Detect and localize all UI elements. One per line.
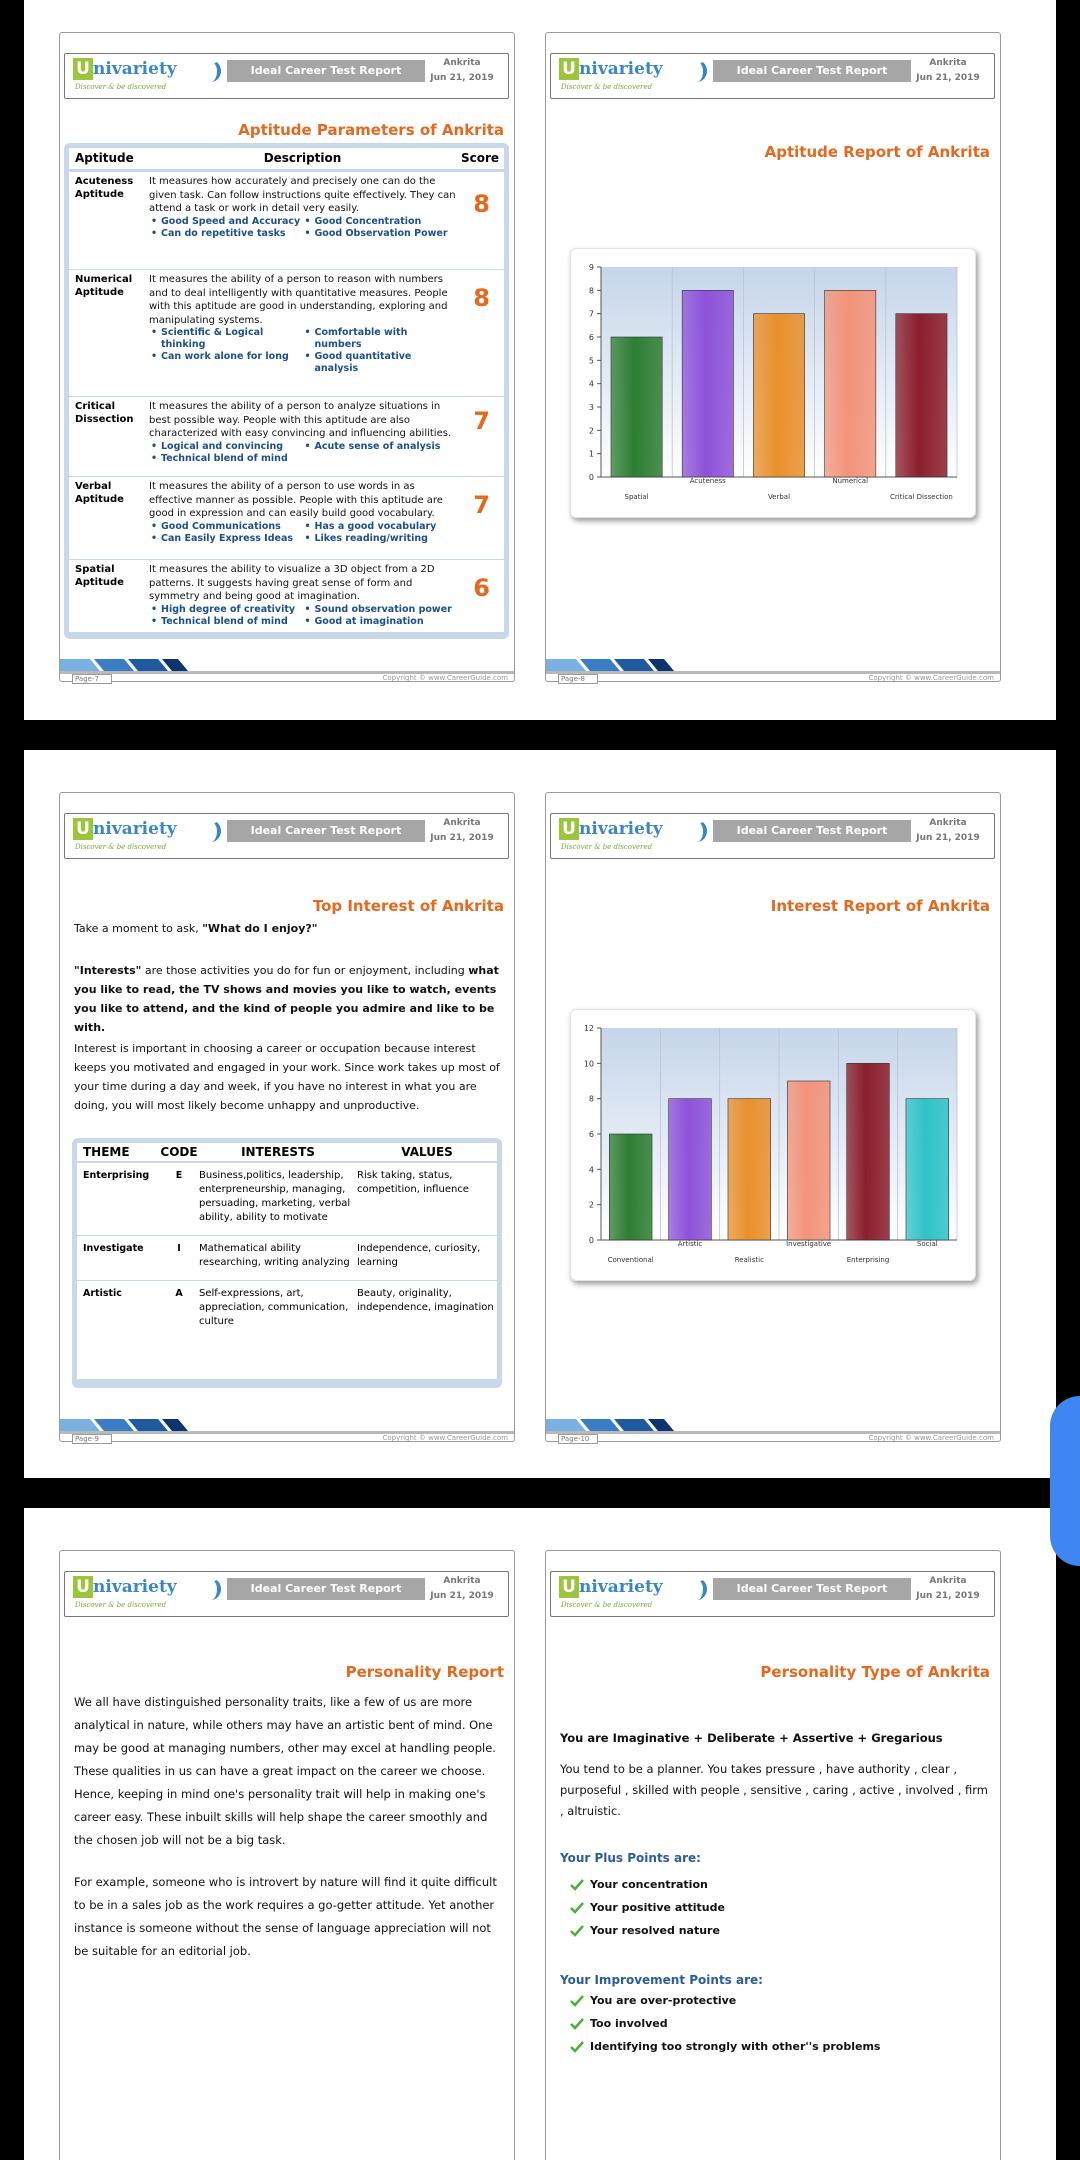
aptitude-chart [570,248,976,518]
aptitude-table-header: Aptitude Description Score [69,148,504,169]
report-date: Jun 21, 2019 [430,833,494,843]
bar-conventional [609,1134,652,1240]
page-number: Page-7 [72,674,112,684]
aptitude-bar-chart [571,249,977,519]
improvement-points-heading: Your Improvement Points are: [560,1973,763,1987]
y-tick-label: 4 [588,1165,594,1175]
check-icon [570,2018,584,2030]
report-title-bar: Ideal Career Test Report [713,1578,911,1600]
y-tick-label: 6 [588,333,594,342]
check-icon [570,1995,584,2007]
report-date: Jun 21, 2019 [916,73,980,83]
student-name: Ankrita [929,58,967,68]
x-tick-label: Verbal [767,493,791,501]
report-date: Jun 21, 2019 [916,833,980,843]
x-tick-label: Numerical [832,477,869,485]
aptitude-score: 6 [473,574,490,602]
report-header [550,53,995,99]
y-tick-label: 12 [583,1024,594,1033]
list-item: Your positive attitude [570,1896,725,1919]
personality-type-line: You are Imaginative + Deliberate + Assertive + Gregarious [560,1731,943,1745]
report-header [64,813,509,859]
personality-example: For example, someone who is introvert by nature will find it quite difficult to be in a sales job as the work requires a go-getter attitude. Yet another instance is someone without the sense of language appreciation will not be suitable for an editorial job. [74,1875,497,1958]
page-number: Page-9 [72,1434,112,1444]
table-row: Numerical Aptitude It measures the ability of a person to reason with numbers and to deal intelligently with quantitative measures. People with this aptitude are good in understanding, exploring and manipulating systems. 8 • Scientific & Logical thinking • Comfortable with numbers • Can work alone for long • Good quantitative analysis [69,270,504,397]
floating-scroll-button[interactable] [1050,1396,1080,1566]
bar-artistic [669,1099,712,1240]
copyright: Copyright © www.CareerGuide.com [382,674,508,682]
list-item: Your concentration [570,1873,725,1896]
personality-intro: We all have distinguished personality traits, like a few of us are more analytical in nature, while others may have an artistic bent of mind. One may be good at managing numbers, other may excel at handling people. These qualities in us can have a great impact on the career we choose. Hence, keeping in mind one's personality trait will help in making one's career easy. These inbuilt skills will help shape the career smoothly and the chosen job will not be a big task. [74,1695,496,1847]
bar-realistic [728,1099,771,1240]
aptitude-score: 7 [473,491,490,519]
bar-investigative [787,1081,830,1240]
footer-stripes [546,1419,676,1431]
check-icon [570,1925,584,1937]
footer-stripes [60,659,190,671]
report-header [64,53,509,99]
plus-points-list [570,1873,725,1942]
table-row: Enterprising E Business,politics, leadership, enterpreneurship, managing, persuading, marketing, verbal ability, ability to motivate Risk taking, status, competition, influence [77,1163,497,1236]
page-title: Personality Type of Ankrita [760,1663,990,1681]
report-title-bar: Ideal Career Test Report [227,60,425,82]
y-tick-label: 0 [588,473,594,482]
y-tick-label: 2 [588,426,594,436]
copyright: Copyright © www.CareerGuide.com [868,674,994,682]
y-tick-label: 8 [588,1094,594,1104]
y-tick-label: 1 [588,449,594,459]
report-header [550,1571,995,1617]
list-item: Too involved [570,2012,880,2035]
table-row: Critical Dissection It measures the ability of a person to analyze situations in best possible way. People with this aptitude are also characterized with easy convincing and influencing abilities. 7 • Logical and convincing • Acute sense of analysis • Technical blend of mind [69,397,504,477]
univariety-logo: U nivariety Discover & be discovered [73,1576,223,1618]
report-page-7 [59,32,515,682]
table-row: Verbal Aptitude It measures the ability of a person to use words in as effective manner as possible. People with this aptitude are good in expression and can easily build good vocabulary. 7 • Good Communications • Has a good vocabulary • Can Easily Express Ideas • Likes reading/writing [69,477,504,560]
list-item: Your resolved nature [570,1919,725,1942]
table-row: Spatial Aptitude It measures the ability to visualize a 3D object from a 2D patterns. It suggests having great sense of form and symmetry and being good at imagination. 6 • High degree of creativity • Sound observation power • Technical blend of mind • Good at imagination [69,560,504,632]
y-tick-label: 7 [588,309,594,319]
bar-numerical [825,290,876,477]
check-icon [570,2041,584,2053]
univariety-logo: U nivariety Discover & be discovered [559,58,709,100]
page-footer [546,659,1000,681]
univariety-logo: U nivariety Discover & be discovered [73,818,223,860]
page-title: Interest Report of Ankrita [770,897,990,915]
y-tick-label: 5 [588,356,594,366]
y-tick-label: 10 [583,1059,594,1069]
check-icon [570,1879,584,1891]
page-number: Page-10 [558,1434,598,1444]
report-title-bar: Ideal Career Test Report [227,820,425,842]
x-tick-label: Acuteness [689,477,726,485]
bar-social [906,1099,949,1240]
x-tick-label: Investigative [786,1240,832,1248]
y-tick-label: 4 [588,379,594,389]
interest-bar-chart [571,1010,977,1282]
x-tick-label: Conventional [607,1256,654,1264]
page-title: Aptitude Report of Ankrita [764,143,990,161]
x-tick-label: Realistic [734,1256,764,1264]
page-footer [60,659,514,681]
aptitude-score: 8 [473,190,490,218]
list-item: You are over-protective [570,1989,880,2012]
interest-table [72,1138,502,1388]
report-page-12 [545,1550,1001,2160]
y-tick-label: 2 [588,1200,594,1210]
footer-stripes [60,1419,190,1431]
x-tick-label: Enterprising [846,1256,890,1264]
aptitude-score: 8 [473,284,490,312]
report-date: Jun 21, 2019 [430,1591,494,1601]
copyright: Copyright © www.CareerGuide.com [868,1434,994,1442]
student-name: Ankrita [443,1576,481,1586]
x-tick-label: Spatial [624,493,649,501]
table-row: Acuteness Aptitude It measures how accurately and precisely one can do the given task. Can follow instructions quite effectively. They can attend a task or work in detail very easily. 8 • Good Speed and Accuracy • Good Concentration • Can do repetitive tasks • Good Observation Power [69,172,504,270]
univariety-logo: U nivariety Discover & be discovered [559,1576,709,1618]
interest-table-header: THEME CODE INTERESTS VALUES [77,1143,497,1161]
page-footer [546,1419,1000,1441]
report-title-bar: Ideal Career Test Report [713,820,911,842]
document-sheet-1 [24,0,1056,720]
interest-intro: Take a moment to ask, "What do I enjoy?" [74,922,318,935]
y-tick-label: 3 [588,403,594,412]
univariety-logo: U nivariety Discover & be discovered [559,818,709,860]
check-icon [570,1902,584,1914]
page-title: Personality Report [345,1663,504,1681]
y-tick-label: 0 [588,1236,594,1245]
bar-enterprising [847,1063,890,1240]
student-name: Ankrita [443,818,481,828]
report-page-8 [545,32,1001,682]
y-tick-label: 9 [588,263,594,272]
page-title: Aptitude Parameters of Ankrita [238,121,504,139]
interest-chart [570,1009,976,1281]
page-number: Page-8 [558,674,598,684]
report-header [550,813,995,859]
document-sheet-3 [24,1508,1056,2160]
bar-spatial [611,337,662,477]
improvement-points-list [570,1989,880,2058]
copyright: Copyright © www.CareerGuide.com [382,1434,508,1442]
document-sheet-2 [24,750,1056,1478]
page-footer [60,1419,514,1441]
bar-critical-dissection [896,314,947,477]
interest-importance: Interest is important in choosing a career or occupation because interest keeps you motivated and engaged in your work. Since work takes up most of your time during a day and week, if you have no interest in what you are doing, you will most likely become unhappy and unproductive. [74,1042,500,1112]
bar-verbal [753,314,804,477]
personality-type-description: You tend to be a planner. You takes pressure , have authority , clear , purposeful , skilled with people , sensitive , caring , active , involved , firm , altruistic. [560,1762,988,1818]
y-tick-label: 6 [588,1130,594,1139]
interest-definition: "Interests" are those activities you do for fun or enjoyment, including what you like to read, the TV shows and movies you like to watch, events you like to attend, and the kind of people you admire and like to be with. [74,964,499,1034]
report-page-11 [59,1550,515,2160]
table-row: Investigate I Mathematical ability researching, writing analyzing Independence, curiosity, learning [77,1236,497,1281]
aptitude-table [64,143,509,639]
y-tick-label: 8 [588,286,594,296]
report-date: Jun 21, 2019 [916,1591,980,1601]
list-item: Identifying too strongly with other''s problems [570,2035,880,2058]
report-title-bar: Ideal Career Test Report [227,1578,425,1600]
univariety-logo: U nivariety Discover & be discovered [73,58,223,100]
report-title-bar: Ideal Career Test Report [713,60,911,82]
student-name: Ankrita [929,1576,967,1586]
student-name: Ankrita [929,818,967,828]
x-tick-label: Artistic [677,1240,703,1248]
footer-stripes [546,659,676,671]
x-tick-label: Critical Dissection [889,493,953,501]
report-date: Jun 21, 2019 [430,73,494,83]
report-header [64,1571,509,1617]
report-page-9 [59,792,515,1442]
student-name: Ankrita [443,58,481,68]
table-row: Artistic A Self-expressions, art, appreciation, communication, culture Beauty, originality, independence, imagination [83,1288,494,1327]
x-tick-label: Social [916,1240,938,1248]
bar-acuteness [682,290,733,477]
page-title: Top Interest of Ankrita [312,897,504,915]
report-page-10 [545,792,1001,1442]
plus-points-heading: Your Plus Points are: [560,1851,701,1865]
aptitude-score: 7 [473,407,490,435]
